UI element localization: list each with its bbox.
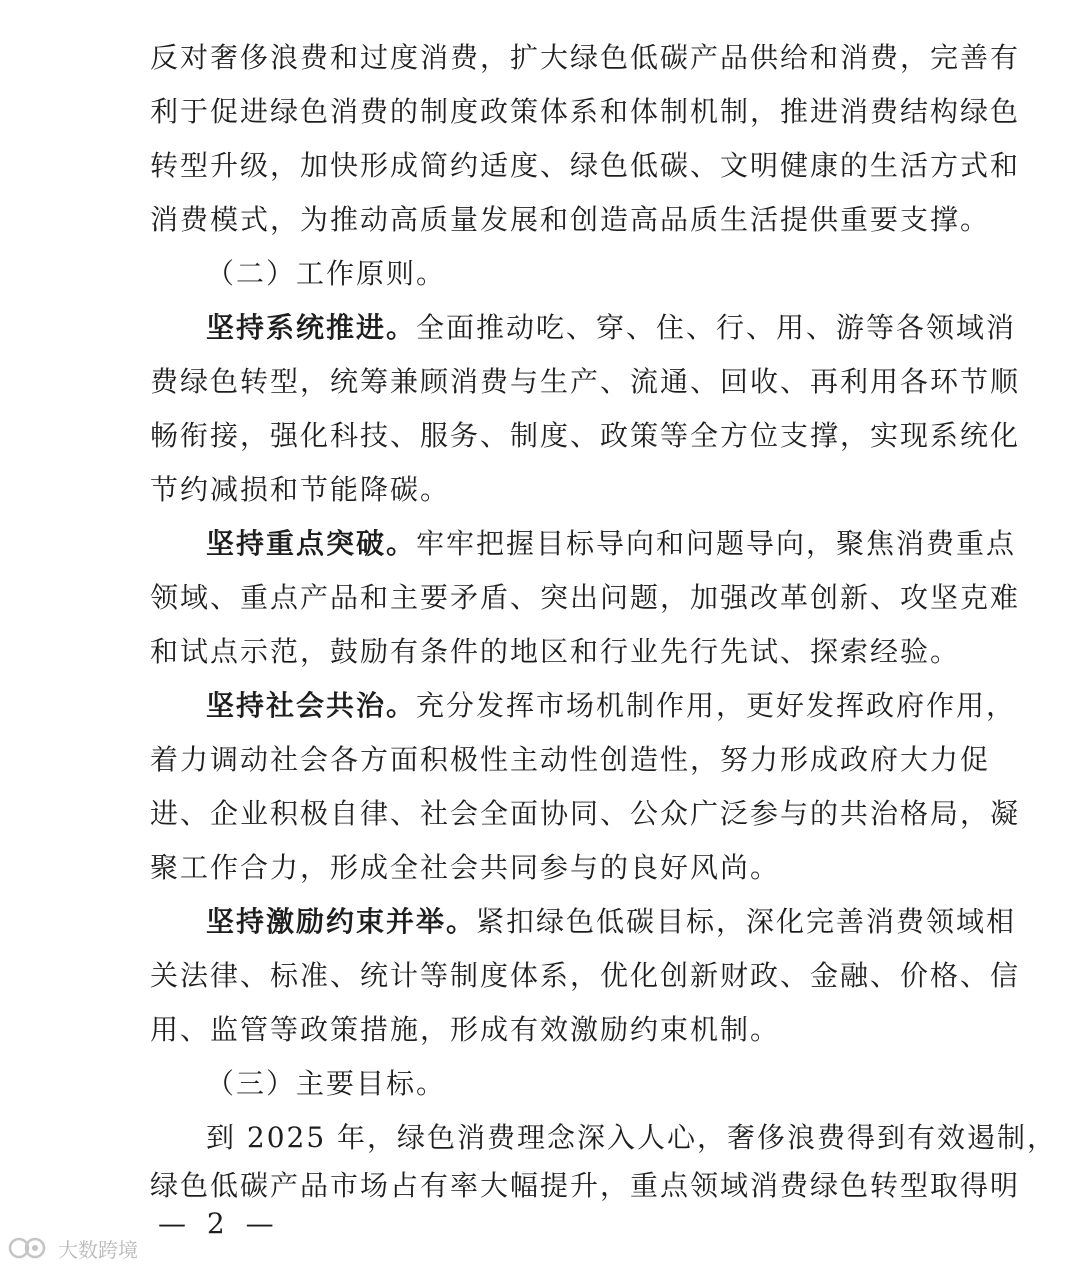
page-number: — 2 — xyxy=(158,1207,280,1240)
watermark xyxy=(8,1234,138,1262)
paragraph-lead: 坚持激励约束并举。 xyxy=(206,905,477,938)
paragraph-lead: 坚持系统推进。 xyxy=(206,311,417,344)
paragraph-lead: 坚持社会共治。 xyxy=(206,689,417,722)
paragraph-lead: 坚持重点突破。 xyxy=(206,527,417,560)
text-line: 反对奢侈浪费和过度消费，扩大绿色低碳产品供给和消费，完善有 xyxy=(150,41,1021,74)
text-line: 节约减损和节能降碳。 xyxy=(150,473,451,506)
text-line: 消费模式，为推动高质量发展和创造高品质生活提供重要支撑。 xyxy=(150,203,991,236)
section-heading: （二）工作原则。 xyxy=(206,257,447,290)
paragraph-first-line: 到 2025 年，绿色消费理念深入人心，奢侈浪费得到有效遏制， xyxy=(206,1121,1058,1154)
text-line: 领域、重点产品和主要矛盾、突出问题，加强改革创新、攻坚克难 xyxy=(150,581,1021,614)
camera-logo-icon xyxy=(8,1235,52,1261)
paragraph-first-line xyxy=(206,684,1017,728)
watermark-text: 大数跨境 xyxy=(58,1237,138,1262)
text-line: 费绿色转型，统筹兼顾消费与生产、流通、回收、再利用各环节顺 xyxy=(150,365,1021,398)
paragraph-text: 充分发挥市场机制作用，更好发挥政府作用， xyxy=(416,689,1017,722)
text-line: 绿色低碳产品市场占有率大幅提升，重点领域消费绿色转型取得明 xyxy=(150,1169,1021,1202)
text-line: 和试点示范，鼓励有条件的地区和行业先行先试、探索经验。 xyxy=(150,635,961,668)
paragraph-text: 牢牢把握目标导向和问题导向，聚焦消费重点 xyxy=(416,527,1017,560)
paragraph-first-line xyxy=(206,900,1017,944)
text-line: 进、企业积极自律、社会全面协同、公众广泛参与的共治格局，凝 xyxy=(150,797,1021,830)
text-line: 转型升级，加快形成简约适度、绿色低碳、文明健康的生活方式和 xyxy=(150,149,1021,182)
paragraph-text: 全面推动吃、穿、住、行、用、游等各领域消 xyxy=(416,311,1017,344)
paragraph-text: 紧扣绿色低碳目标，深化完善消费领域相 xyxy=(476,905,1017,938)
text-line: 利于促进绿色消费的制度政策体系和体制机制，推进消费结构绿色 xyxy=(150,95,1021,128)
text-line: 关法律、标准、统计等制度体系，优化创新财政、金融、价格、信 xyxy=(150,959,1021,992)
text-line: 聚工作合力，形成全社会共同参与的良好风尚。 xyxy=(150,851,781,884)
text-line: 着力调动社会各方面积极性主动性创造性，努力形成政府大力促 xyxy=(150,743,991,776)
paragraph-first-line xyxy=(206,522,1017,566)
text-line: 用、监管等政策措施，形成有效激励约束机制。 xyxy=(150,1013,781,1046)
paragraph-first-line xyxy=(206,306,1017,350)
section-heading: （三）主要目标。 xyxy=(206,1067,447,1100)
text-line: 畅衔接，强化科技、服务、制度、政策等全方位支撑，实现系统化 xyxy=(150,419,1021,452)
